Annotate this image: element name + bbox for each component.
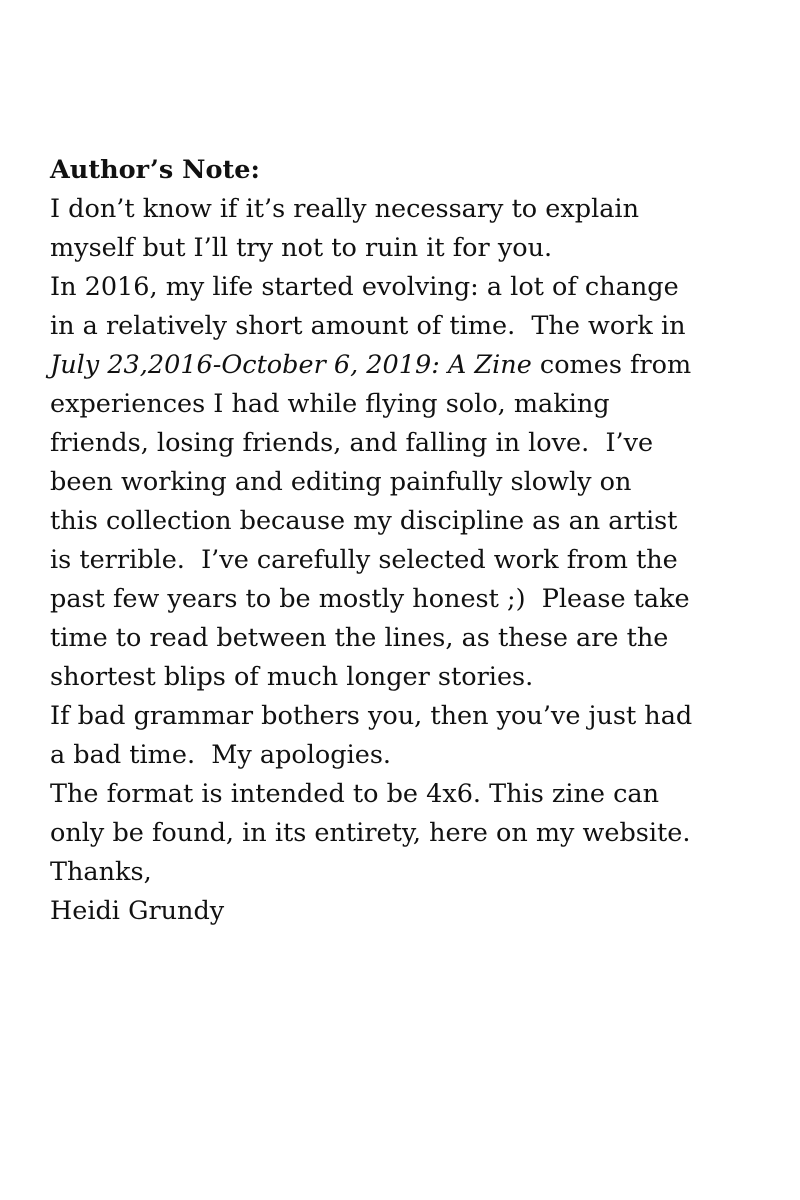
note-line: myself but I’ll try not to ruin it for you. (50, 233, 553, 263)
note-line: this collection because my discipline as an artist (50, 506, 678, 536)
note-line: shortest blips of much longer stories. (50, 662, 534, 692)
note-line: is terrible. I’ve carefully selected work from the (50, 545, 678, 575)
note-line: time to read between the lines, as these are the (50, 623, 669, 653)
note-line: a bad time. My apologies. (50, 740, 392, 770)
note-line: in a relatively short amount of time. The work in (50, 311, 686, 341)
note-line: friends, losing friends, and falling in love. I’ve (50, 428, 654, 458)
note-line: In 2016, my life started evolving: a lot of change (50, 272, 679, 302)
note-line: I don’t know if it’s really necessary to explain (50, 194, 640, 224)
author-name: Heidi Grundy (50, 896, 225, 926)
note-line: The format is intended to be 4x6. This zine can (50, 779, 660, 809)
signoff: Thanks, (50, 857, 152, 887)
note-line: only be found, in its entirety, here on my website. (50, 818, 691, 848)
zine-title: July 23,2016-October 6, 2019: A Zine (50, 350, 532, 380)
note-line: experiences I had while flying solo, making (50, 389, 610, 419)
note-line-with-title (50, 346, 770, 385)
note-line: past few years to be mostly honest ;) Please take (50, 584, 690, 614)
note-heading: Author’s Note: (50, 155, 260, 185)
authors-note (50, 151, 770, 931)
note-line: been working and editing painfully slowly on (50, 467, 632, 497)
title-line-rest: comes from (531, 350, 692, 380)
note-line: If bad grammar bothers you, then you’ve just had (50, 701, 693, 731)
